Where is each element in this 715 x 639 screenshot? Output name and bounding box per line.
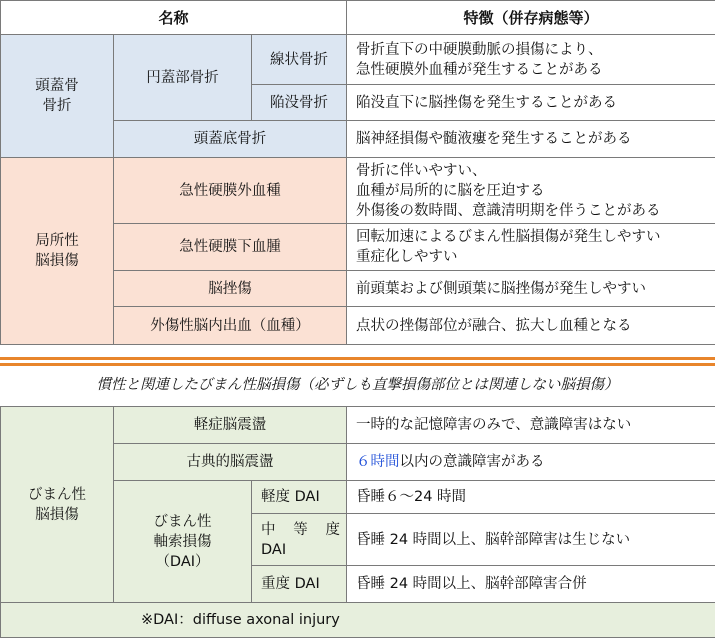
moderate-dai-label: 中 等 度 DAI	[252, 514, 347, 566]
mild-dai-label: 軽度 DAI	[252, 481, 347, 514]
intracerebral-hemorrhage-desc: 点状の挫傷部位が融合、拡大し血種となる	[347, 307, 715, 345]
dai-footnote: ※DAI：diffuse axonal injury	[1, 603, 715, 638]
epidural-hematoma-label: 急性硬膜外血種	[114, 158, 347, 224]
header-features: 特徴（併存病態等）	[347, 1, 715, 35]
highlight-duration: ６時間	[356, 454, 400, 470]
basilar-fracture-label: 頭蓋底骨折	[114, 121, 347, 158]
mild-dai-desc: 昏睡６～24 時間	[347, 481, 715, 514]
epidural-hematoma-desc: 骨折に伴いやすい、 血種が局所的に脳を圧迫する 外傷後の数時間、意識清明期を伴うことがある	[347, 158, 715, 224]
diffuse-injury-note: 慣性と関連したびまん性脳損傷（必ずしも直撃損傷部位とは関連しない脳損傷）	[96, 377, 619, 393]
moderate-dai-desc: 昏睡 24 時間以上、脳幹部障害は生じない	[347, 514, 715, 566]
contusion-label: 脳挫傷	[114, 271, 347, 307]
intracerebral-hemorrhage-label: 外傷性脳内出血（血種）	[114, 307, 347, 345]
basilar-fracture-desc: 脳神経損傷や髄液瘻を発生することがある	[347, 121, 715, 158]
mild-concussion-label: 軽症脳震盪	[114, 407, 347, 444]
focal-injury-label: 局所性 脳損傷	[1, 158, 114, 345]
depressed-fracture-label: 陥没骨折	[252, 85, 347, 121]
mild-concussion-desc: 一時的な記憶障害のみで、意識障害はない	[347, 407, 715, 444]
diffuse-injury-label: びまん性 脳損傷	[1, 407, 114, 603]
linear-fracture-label: 線状骨折	[252, 35, 347, 85]
subdural-hematoma-label: 急性硬膜下血腫	[114, 224, 347, 271]
vault-fracture-label: 円蓋部骨折	[114, 35, 252, 121]
linear-fracture-desc: 骨折直下の中硬膜動脈の損傷により、 急性硬膜外血種が発生することがある	[347, 35, 715, 85]
separator-line-bottom	[0, 363, 715, 366]
skull-fracture-label: 頭蓋骨 骨折	[1, 35, 114, 158]
severe-dai-desc: 昏睡 24 時間以上、脳幹部障害合併	[347, 566, 715, 603]
severe-dai-label: 重度 DAI	[252, 566, 347, 603]
bottom-table	[0, 406, 715, 638]
contusion-desc: 前頭葉および側頭葉に脳挫傷が発生しやすい	[347, 271, 715, 307]
depressed-fracture-desc: 陥没直下に脳挫傷を発生することがある	[347, 85, 715, 121]
classic-concussion-label: 古典的脳震盪	[114, 444, 347, 481]
separator-line-top	[0, 357, 715, 360]
subdural-hematoma-desc: 回転加速によるびまん性脳損傷が発生しやすい 重症化しやすい	[347, 224, 715, 271]
dai-label: びまん性 軸索損傷 （DAI）	[114, 481, 252, 603]
classic-concussion-desc: ６時間以内の意識障害がある	[347, 444, 715, 481]
header-name: 名称	[1, 1, 347, 35]
